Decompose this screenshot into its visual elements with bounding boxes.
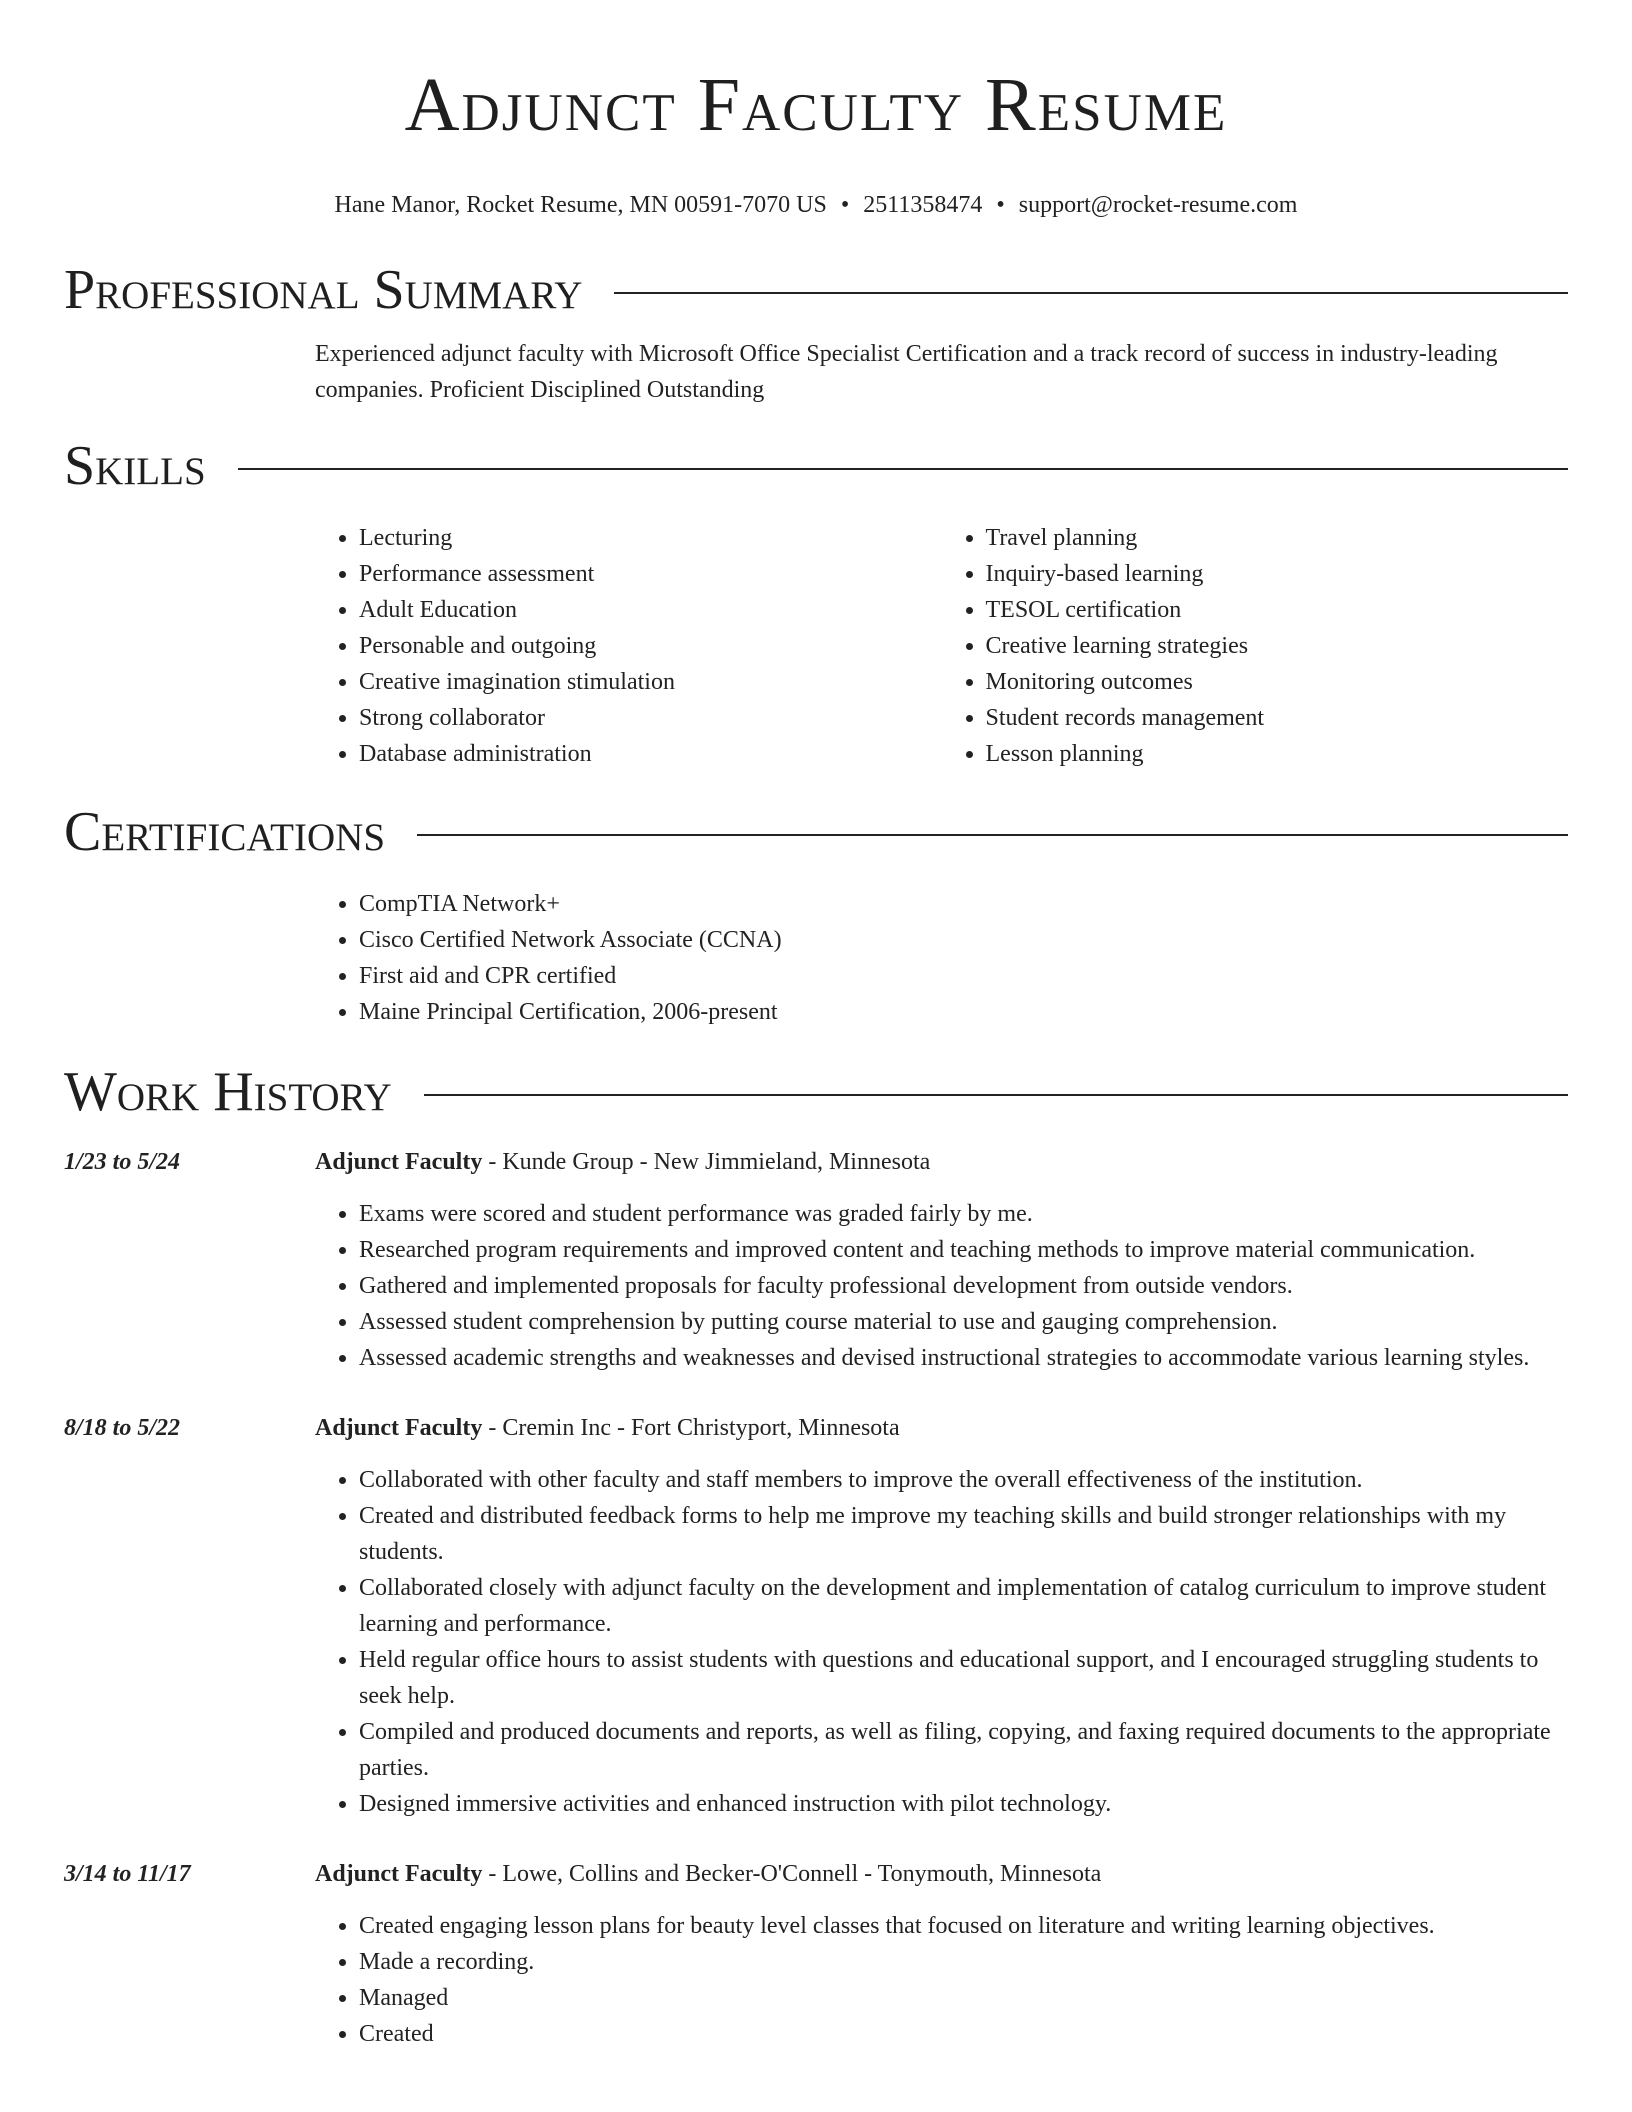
job-title-line <box>315 1410 1568 1446</box>
section-divider <box>417 834 1568 836</box>
skill-item: • Creative learning strategies <box>986 628 1569 664</box>
section-divider <box>424 1094 1568 1096</box>
certification-item: • CompTIA Network+ <box>359 886 1632 922</box>
summary-section-header <box>64 260 1568 320</box>
job-dates: 8/18 to 5/22 <box>64 1415 181 1441</box>
job-bullet: • Gathered and implemented proposals for faculty professional development from outside vendors. <box>359 1268 1568 1304</box>
skill-item: • Student records management <box>986 700 1569 736</box>
skill-item: • Lesson planning <box>986 736 1569 772</box>
job-title-line <box>315 1856 1568 1892</box>
job-entry <box>64 1144 1568 1376</box>
skill-item: • Monitoring outcomes <box>986 664 1569 700</box>
job-bullet: • Created <box>359 2016 1568 2052</box>
job-title: Adjunct Faculty <box>315 1415 483 1441</box>
certifications-heading: Certifications <box>64 801 386 863</box>
job-bullet: • Compiled and produced documents and reports, as well as filing, copying, and faxing required documents to the appropriate parties. <box>359 1714 1568 1786</box>
skill-item: • Database administration <box>359 736 942 772</box>
contact-address: Hane Manor, Rocket Resume, MN 00591-7070 US <box>334 192 827 218</box>
certification-item: • Cisco Certified Network Associate (CCNA) <box>359 922 1632 958</box>
contact-phone: 2511358474 <box>863 192 983 218</box>
job-bullet: • Researched program requirements and improved content and teaching methods to improve material communication. <box>359 1232 1568 1268</box>
job-bullets <box>315 1462 1568 1822</box>
job-title: Adjunct Faculty <box>315 1861 483 1887</box>
skill-item: • Performance assessment <box>359 556 942 592</box>
job-bullet: • Collaborated closely with adjunct faculty on the development and implementation of catalog curriculum to improve student learning and performance. <box>359 1570 1568 1642</box>
skills-list <box>315 520 1568 772</box>
job-content <box>315 1410 1568 1822</box>
skill-item: • Inquiry-based learning <box>986 556 1569 592</box>
skill-item: • Creative imagination stimulation <box>359 664 942 700</box>
job-content <box>315 1856 1568 2052</box>
section-divider <box>238 468 1568 470</box>
work-history-section-header <box>64 1062 1568 1122</box>
certifications-section-header <box>64 802 1568 862</box>
skills-section-header <box>64 436 1568 496</box>
job-bullet: • Managed <box>359 1980 1568 2016</box>
job-bullet: • Assessed student comprehension by putting course material to use and gauging comprehension. <box>359 1304 1568 1340</box>
skill-item: • Strong collaborator <box>359 700 942 736</box>
job-bullet: • Created engaging lesson plans for beauty level classes that focused on literature and writing learning objectives. <box>359 1908 1568 1944</box>
job-bullets <box>315 1196 1568 1376</box>
job-bullet: • Designed immersive activities and enhanced instruction with pilot technology. <box>359 1786 1568 1822</box>
section-divider <box>614 292 1568 294</box>
summary-text: Experienced adjunct faculty with Microsoft Office Specialist Certification and a track record of success in industry-leading companies. Proficient Disciplined Outstanding <box>315 341 1498 403</box>
certifications-list <box>315 886 1632 1030</box>
job-dates: 3/14 to 11/17 <box>64 1861 191 1887</box>
job-bullet: • Held regular office hours to assist students with questions and educational support, and I encouraged struggling students to seek help. <box>359 1642 1568 1714</box>
job-dates: 1/23 to 5/24 <box>64 1149 181 1175</box>
job-bullet: • Created and distributed feedback forms to help me improve my teaching skills and build stronger relationships with my students. <box>359 1498 1568 1570</box>
summary-heading: Professional Summary <box>64 259 583 321</box>
skill-item: • Lecturing <box>359 520 942 556</box>
skills-column-left <box>315 520 942 772</box>
certification-item: • First aid and CPR certified <box>359 958 1632 994</box>
skill-item: • TESOL certification <box>986 592 1569 628</box>
skills-column-right <box>942 520 1569 772</box>
job-content <box>315 1144 1568 1376</box>
contact-separator: • <box>840 192 850 218</box>
job-bullet: • Exams were scored and student performance was graded fairly by me. <box>359 1196 1568 1232</box>
certifications-bullets <box>315 886 1632 1030</box>
job-bullet: • Assessed academic strengths and weaknesses and devised instructional strategies to accommodate various learning styles. <box>359 1340 1568 1376</box>
skill-item: • Adult Education <box>359 592 942 628</box>
skill-item: • Personable and outgoing <box>359 628 942 664</box>
contact-line <box>0 190 1632 220</box>
job-employer: - Cremin Inc - Fort Christyport, Minnesota <box>482 1415 900 1441</box>
job-title: Adjunct Faculty <box>315 1149 483 1175</box>
certification-item: • Maine Principal Certification, 2006-present <box>359 994 1632 1030</box>
contact-email: support@rocket-resume.com <box>1018 192 1298 218</box>
work-history-heading: Work History <box>64 1061 392 1123</box>
skill-item: • Travel planning <box>986 520 1569 556</box>
job-entry <box>64 1856 1568 2052</box>
job-bullets <box>315 1908 1568 2052</box>
resume-title: Adjunct Faculty Resume <box>404 63 1228 147</box>
contact-separator: • <box>996 192 1005 218</box>
skills-heading: Skills <box>64 435 206 497</box>
job-employer: - Lowe, Collins and Becker-O'Connell - Tonymouth, Minnesota <box>482 1861 1102 1887</box>
job-entry <box>64 1410 1568 1822</box>
job-title-line <box>315 1144 1568 1180</box>
job-bullet: • Made a recording. <box>359 1944 1568 1980</box>
job-employer: - Kunde Group - New Jimmieland, Minnesota <box>482 1149 931 1175</box>
job-bullet: • Collaborated with other faculty and staff members to improve the overall effectiveness of the institution. <box>359 1462 1568 1498</box>
